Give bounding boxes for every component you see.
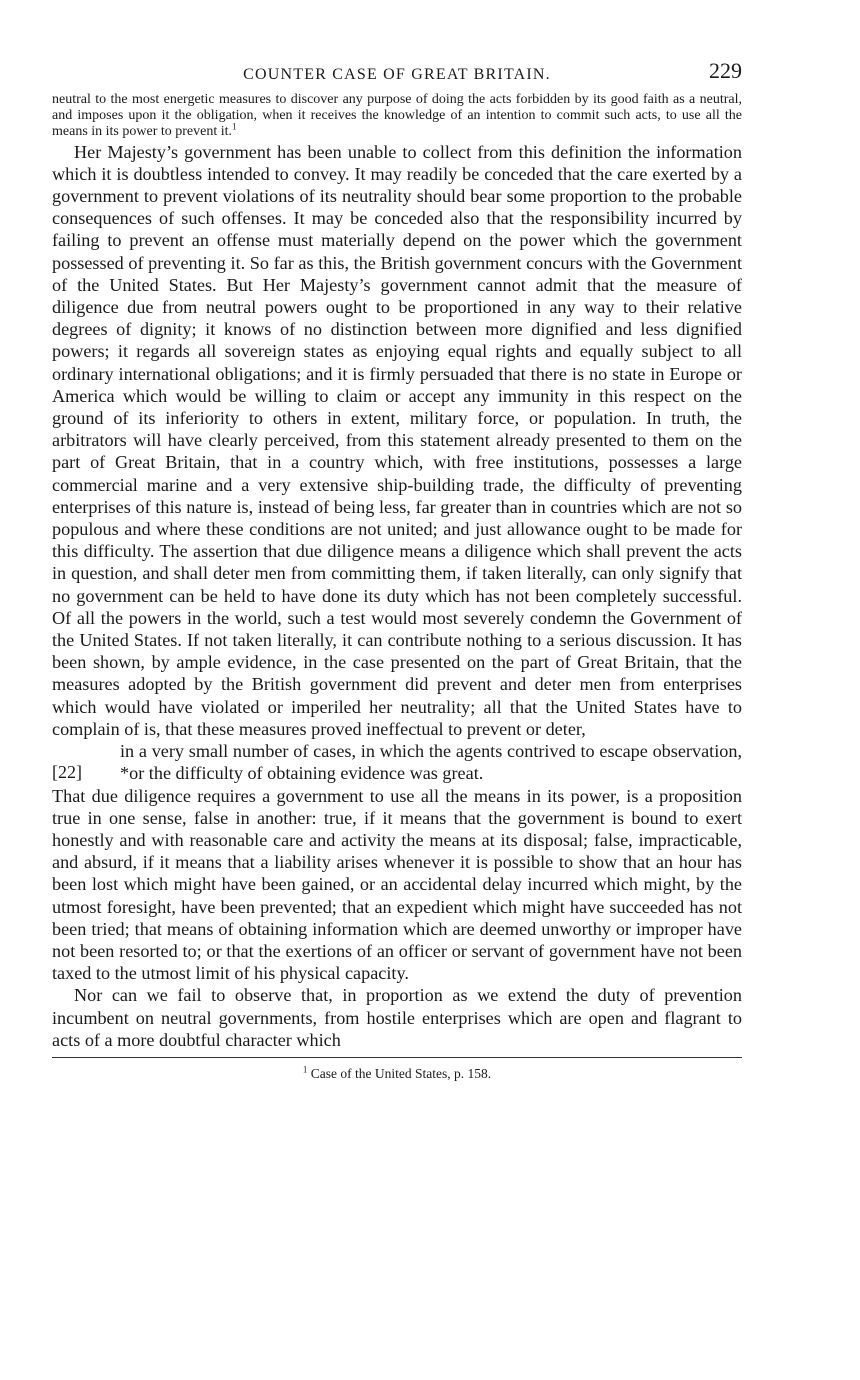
page-header [52,58,742,88]
quote-text: neutral to the most energetic measures to discover any purpose of doing the acts forbidden by its good faith as a neutral, and imposes upon it the obligation, when it receives the knowledge of an intention to commit such acts, to use all the means in its power to prevent it. [52,92,742,140]
footnote-divider [52,1057,742,1058]
paragraph-1-continuation: That due diligence requires a government to use all the means in its power, is a proposition true in one sense, false in another: true, if it means that the government is bound to exert honestly and with reasonable care and activity the means at its disposal; false, impracticable, and absurd, if it means that a liability arises whenever it is possible to show that an hour has been lost which might have been gained, or an accidental delay incurred which might, by the utmost foresight, have been prevented; that an expedient which might have succeeded has not been tried; that means of obtaining information which are deemed unworthy or improper have not been resorted to; or that the exertions of an officer or servant of government have not been taxed to the utmost limit of his physical capacity. [52,785,742,984]
footnote-reference: 1 [232,121,237,132]
original-page-marker-block [52,740,742,784]
footnote-text: Case of the United States, p. 158. [310,1065,492,1081]
original-page-marker: [22] [52,762,82,783]
hanging-text: in a very small number of cases, in which the agents contrived to escape observation, *or the difficulty of obtaining evidence was great. [120,741,742,784]
paragraph-1-text: Her Majesty’s government has been unable to collect from this definition the information which it is doubtless intended to convey. It may readily be conceded that the care exerted by a government to prevent violations of its neutrality should bear some proportion to the probable consequences of such offenses. It may be conceded also that the responsibility incurred by failing to prevent an offense must materially depend on the power which the government possessed of preventing it. So far as this, the British government concurs with the Government of the United States. But Her Majesty’s government cannot admit that the measure of diligence due from neutral powers ought to be proportioned in any way to their relative degrees of dignity; it knows of no distinction between more dignified and less dignified powers; it regards all sovereign states as enjoying equal rights and equally subject to all ordinary international obligations; and it is firmly persuaded that there is no state in Europe or America which would be willing to claim or accept any immunity in this respect on the ground of its inferiority to others in extent, military force, or population. In truth, the arbitrators will have clearly perceived, from this statement already presented to them on the part of Great Britain, that in a country which, with free institutions, possesses a large commercial marine and a very extensive ship-building trade, the difficulty of preventing enterprises of this nature is, instead of being less, far greater than in countries which are not so populous and where these conditions are not united; and just allowance ought to be made for this difficulty. The assertion that due diligence means a diligence which shall prevent the acts in question, and shall deter men from committing them, if taken literally, can only signify that no government can be held to have done its duty which has not been completely successful. Of all the powers in the world, such a test would most severely condemn the Government of the United States. If not taken literally, it can contribute nothing to a serious discussion. It has been shown, by ample evidence, in the case presented on the part of Great Britain, that the measures adopted by the British government did prevent and deter men from enterprises which would have violated or imperiled her neutrality; all that the United States have to complain of is, that these measures proved ineffectual to prevent or deter, [52,141,742,739]
footnote-marker: 1 [302,1064,308,1075]
paragraph-2: Nor can we fail to observe that, in proportion as we extend the duty of prevention incumbent on neutral governments, from hostile enterprises which are open and flagrant to acts of a more doubtful character which [52,985,742,1050]
document-page [52,58,742,1082]
footnote [52,1066,742,1082]
quoted-definition [52,92,742,141]
page-number: 229 [709,58,742,83]
running-title: COUNTER CASE OF GREAT BRITAIN. [243,66,551,83]
paragraph-1 [52,141,742,740]
